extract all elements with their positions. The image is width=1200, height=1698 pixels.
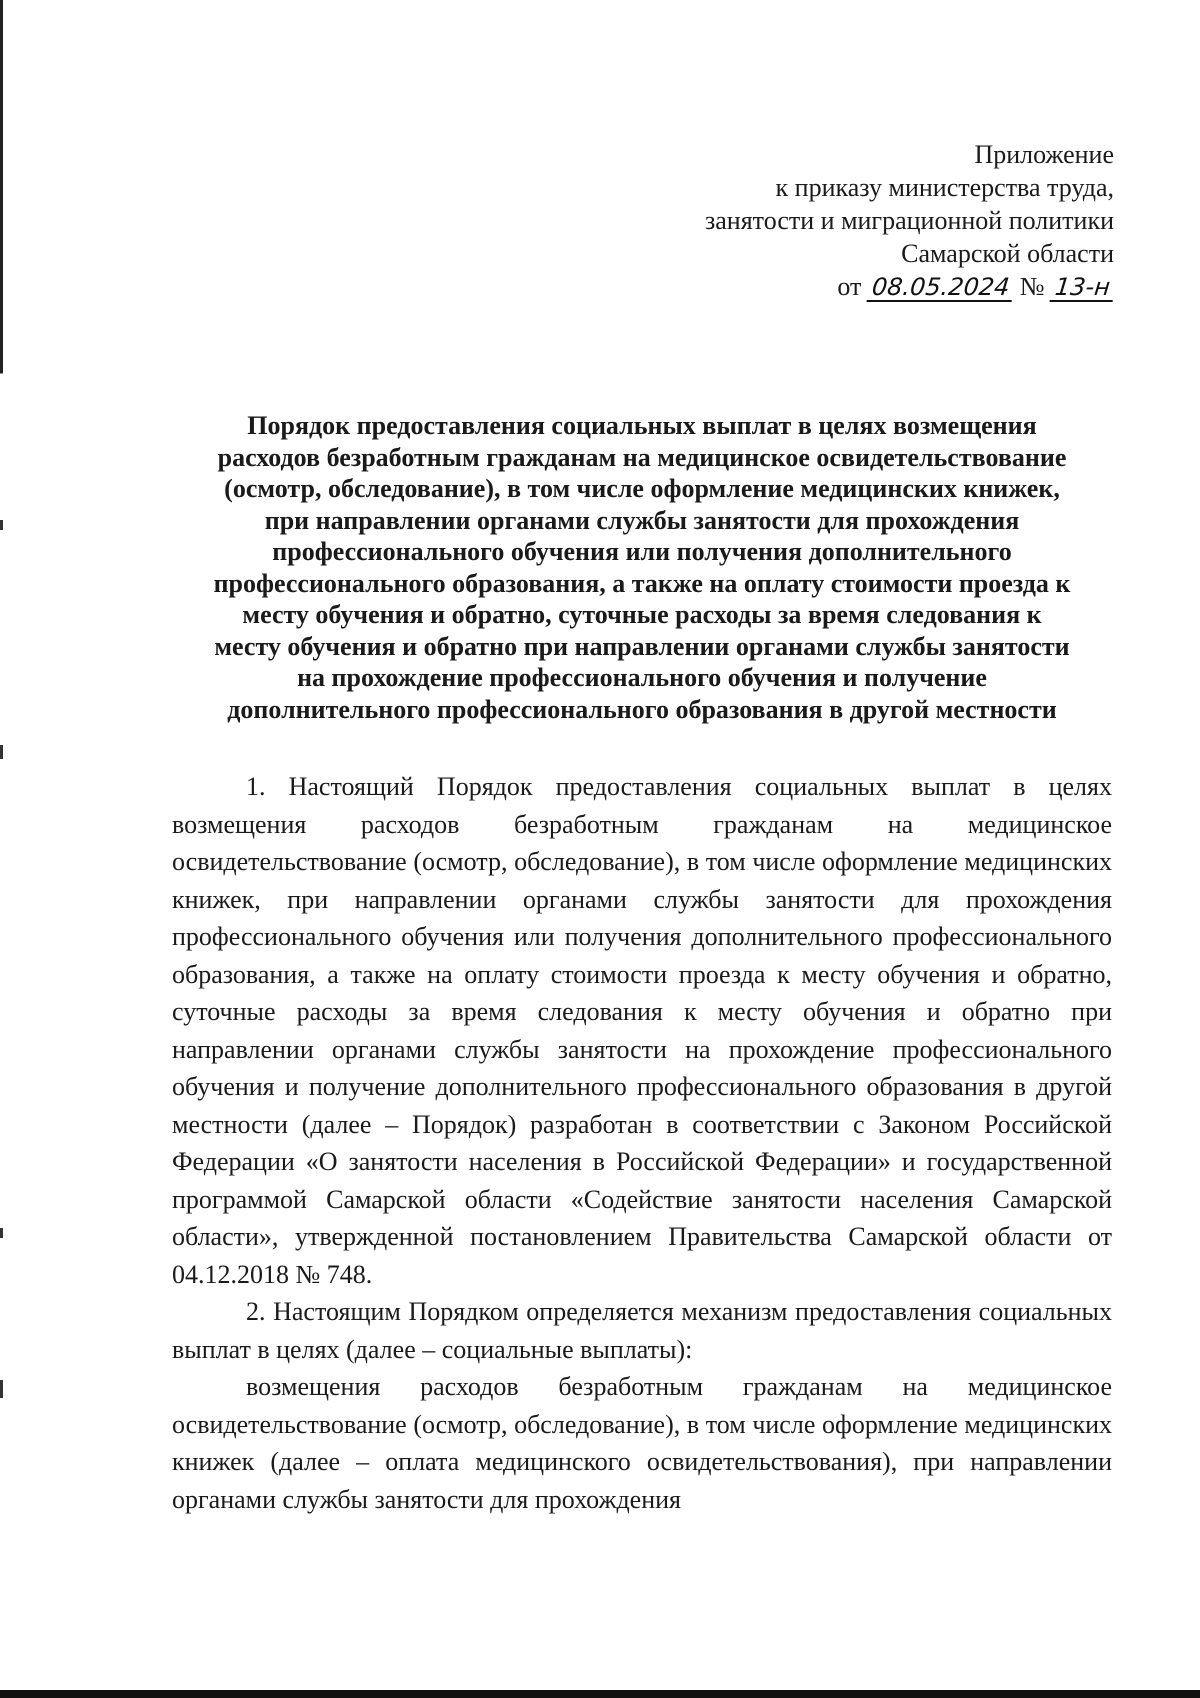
paragraph: возмещения расходов безработным гражданам на медицинское освидетельствование (осмотр, обследование), в том числе оформление медицинских книжек (далее – оплата медицинского освидетельствования), при направлении органами службы занятости для прохождения (172, 1372, 1112, 1514)
order-date-line (594, 270, 1114, 303)
title-line: месту обучения и обратно при направлении органами службы занятости (214, 631, 1070, 661)
scan-edge-mark (0, 520, 3, 530)
title-line: дополнительного профессионального образования в другой местности (227, 694, 1057, 724)
title-line: на прохождение профессионального обучения и получение (297, 663, 987, 692)
header-line: занятости и миграционной политики (704, 206, 1114, 235)
date-prefix: от (837, 272, 862, 301)
header-line: к приказу министерства труда, (775, 173, 1114, 202)
document-title (172, 410, 1112, 725)
number-prefix: № (1019, 272, 1045, 301)
title-line: Порядок предоставления социальных выплат в целях возмещения (247, 411, 1037, 440)
title-line: месту обучения и обратно, суточные расходы за время следования к (242, 600, 1042, 629)
scan-left-edge (0, 0, 3, 1698)
scan-edge-mark (0, 745, 3, 759)
document-body (172, 768, 1112, 1518)
scan-edge-mark (0, 1380, 3, 1398)
paragraph: 1. Настоящий Порядок предоставления социальных выплат в целях возмещения расходов безработным гражданам на медицинское освидетельствование (осмотр, обследование), в том числе оформление медицинских книжек, при направлении органами службы занятости для прохождения профессионального обучения или получения дополнительного профессионального образования, а также на оплату стоимости проезда к месту обучения и обратно, суточные расходы за время следования к месту обучения и обратно при направлении органами службы занятости на прохождение профессионального обучения и получение дополнительного профессионального образования в другой местности (далее – Порядок) разработан в соответствии с Законом Российской Федерации «О занятости населения в Российской Федерации» и государственной программой Самарской области «Содействие занятости населения Самарской области», утвержденной постановлением Правительства Самарской области от 04.12.2018 № 748. (172, 772, 1112, 1289)
title-line: профессионального обучения или получения дополнительного (272, 537, 1012, 566)
title-line: при направлении органами службы занятости для прохождения (264, 505, 1020, 535)
title-line: расходов безработным гражданам на медицинское освидетельствование (217, 442, 1067, 472)
scan-bottom-edge (0, 1690, 1200, 1698)
title-line: профессионального образования, а также на оплату стоимости проезда к (213, 568, 1071, 598)
header-line: Самарской области (901, 239, 1114, 268)
appendix-header (594, 138, 1114, 303)
header-line: Приложение (974, 140, 1114, 169)
title-line: (осмотр, обследование), в том числе оформление медицинских книжек, (224, 474, 1060, 503)
scan-edge-mark (0, 1228, 3, 1238)
handwritten-date: 08.05.2024 (866, 274, 1014, 302)
handwritten-number: 13-н (1050, 274, 1116, 302)
paragraph: 2. Настоящим Порядком определяется механизм предоставления социальных выплат в целях (далее – социальные выплаты): (172, 1297, 1112, 1364)
